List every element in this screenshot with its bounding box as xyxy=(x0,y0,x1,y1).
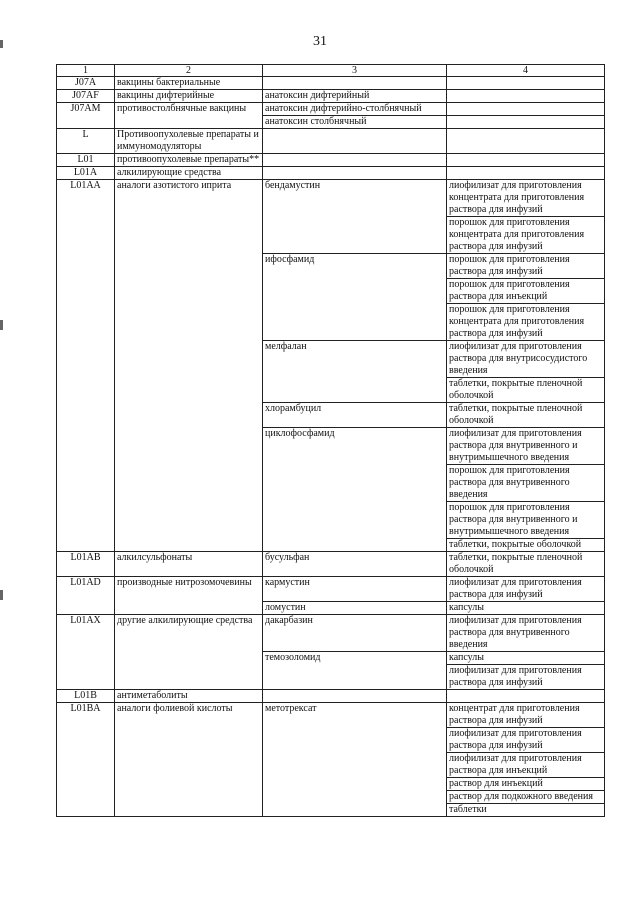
dosage-form-list xyxy=(447,615,604,651)
drug-name-cell: анатоксин дифтерийный xyxy=(263,90,447,103)
dosage-forms-cell xyxy=(447,428,605,552)
table-row xyxy=(57,577,605,602)
dosage-form: лиофилизат для приготовления раствора для инфузий xyxy=(447,727,604,752)
dosage-forms-cell xyxy=(447,615,605,652)
group-name-cell: производные нитрозомочевины xyxy=(115,577,263,615)
drug-name-cell xyxy=(263,154,447,167)
table-row xyxy=(57,77,605,90)
dosage-form-list xyxy=(447,403,604,427)
dosage-form-list xyxy=(447,180,604,253)
dosage-forms-cell xyxy=(447,341,605,403)
atc-code-cell: L01AD xyxy=(57,577,115,615)
scan-edge-mark xyxy=(0,590,3,600)
group-name-cell: другие алкилирующие средства xyxy=(115,615,263,690)
dosage-form: лиофилизат для приготовления раствора для внутривенного введения xyxy=(449,615,582,650)
drug-name-cell: бендамустин xyxy=(263,180,447,254)
dosage-form: порошок для приготовления раствора для внутривенного и внутримышечного введения xyxy=(447,501,604,538)
group-name-cell: противоопухолевые препараты** xyxy=(115,154,263,167)
drug-name-cell: метотрексат xyxy=(263,703,447,817)
table-row xyxy=(57,129,605,154)
drug-name-cell: хлорамбуцил xyxy=(263,403,447,428)
dosage-forms-cell xyxy=(447,90,605,103)
header-row xyxy=(57,65,605,77)
drug-name-cell xyxy=(263,690,447,703)
drug-name-cell: темозоломид xyxy=(263,652,447,690)
page-number: 31 xyxy=(313,34,327,49)
dosage-form xyxy=(447,116,604,128)
dosage-form: раствор для подкожного введения xyxy=(447,790,604,803)
dosage-form xyxy=(447,103,604,115)
atc-code-cell: L01AA xyxy=(57,180,115,552)
drug-name-cell: кармустин xyxy=(263,577,447,602)
dosage-form: таблетки, покрытые пленочной оболочкой xyxy=(447,377,604,402)
dosage-forms-cell xyxy=(447,180,605,254)
drug-name-cell: мелфалан xyxy=(263,341,447,403)
dosage-form-list xyxy=(447,652,604,689)
dosage-form-list xyxy=(447,552,604,576)
dosage-forms-cell xyxy=(447,77,605,90)
drug-name-cell: ифосфамид xyxy=(263,254,447,341)
group-name-cell: аналоги фолиевой кислоты xyxy=(115,703,263,817)
dosage-form-list xyxy=(447,428,604,551)
table-row xyxy=(57,703,605,817)
table-row xyxy=(57,690,605,703)
dosage-form-list xyxy=(447,703,604,816)
dosage-form xyxy=(447,90,604,102)
dosage-form: таблетки, покрытые пленочной оболочкой xyxy=(449,552,583,575)
drug-table xyxy=(56,64,605,817)
group-name-cell: антиметаболиты xyxy=(115,690,263,703)
dosage-forms-cell xyxy=(447,652,605,690)
drug-name-cell: циклофосфамид xyxy=(263,428,447,552)
atc-code-cell: L01AX xyxy=(57,615,115,690)
dosage-form: таблетки xyxy=(447,803,604,816)
dosage-form-list xyxy=(447,602,604,614)
dosage-forms-cell xyxy=(447,103,605,116)
dosage-form-list xyxy=(447,577,604,601)
header-cell: 3 xyxy=(263,65,447,77)
table-row xyxy=(57,103,605,116)
dosage-forms-cell xyxy=(447,167,605,180)
dosage-forms-cell xyxy=(447,154,605,167)
scan-edge-mark xyxy=(0,320,3,330)
header-cell: 1 xyxy=(57,65,115,77)
dosage-form: лиофилизат для приготовления концентрата для приготовления раствора для инфузий xyxy=(449,180,585,215)
dosage-form: концентрат для приготовления раствора для инфузий xyxy=(449,703,580,726)
group-name-cell: противостолбнячные вакцины xyxy=(115,103,263,129)
dosage-forms-cell xyxy=(447,116,605,129)
atc-code-cell: L01BA xyxy=(57,703,115,817)
drug-name-cell: ломустин xyxy=(263,602,447,615)
dosage-form: лиофилизат для приготовления раствора для инъекций xyxy=(447,752,604,777)
dosage-form: таблетки, покрытые пленочной оболочкой xyxy=(449,403,583,426)
dosage-form-list xyxy=(447,254,604,340)
dosage-form-list xyxy=(447,103,604,115)
drug-name-cell xyxy=(263,77,447,90)
atc-code-cell: L01B xyxy=(57,690,115,703)
group-name-cell: аналоги азотистого иприта xyxy=(115,180,263,552)
table-row xyxy=(57,90,605,103)
atc-code-cell: J07AF xyxy=(57,90,115,103)
dosage-forms-cell xyxy=(447,129,605,154)
atc-code-cell: L01A xyxy=(57,167,115,180)
table-row xyxy=(57,615,605,652)
dosage-form: лиофилизат для приготовления раствора для инфузий xyxy=(449,577,582,600)
atc-code-cell: L01 xyxy=(57,154,115,167)
dosage-forms-cell xyxy=(447,552,605,577)
drug-name-cell: анатоксин дифтерийно-столбнячный xyxy=(263,103,447,116)
drug-name-cell xyxy=(263,167,447,180)
table-row xyxy=(57,167,605,180)
group-name-cell: вакцины дифтерийные xyxy=(115,90,263,103)
atc-code-cell: J07AM xyxy=(57,103,115,129)
group-name-cell: Противоопухолевые препараты и иммуномодуляторы xyxy=(115,129,263,154)
dosage-form-list xyxy=(447,116,604,128)
dosage-forms-cell xyxy=(447,403,605,428)
dosage-forms-cell xyxy=(447,690,605,703)
atc-code-cell: J07A xyxy=(57,77,115,90)
drug-table-body xyxy=(57,65,605,817)
group-name-cell: алкилсульфонаты xyxy=(115,552,263,577)
dosage-form: порошок для приготовления раствора для инъекций xyxy=(447,278,604,303)
dosage-form: таблетки, покрытые оболочкой xyxy=(447,538,604,551)
dosage-form: порошок для приготовления концентрата для приготовления раствора для инфузий xyxy=(447,303,604,340)
atc-code-cell: L xyxy=(57,129,115,154)
dosage-form: лиофилизат для приготовления раствора для внутрисосудистого введения xyxy=(449,341,588,376)
dosage-form: раствор для инъекций xyxy=(447,777,604,790)
dosage-form: порошок для приготовления концентрата для приготовления раствора для инфузий xyxy=(447,216,604,253)
atc-code-cell: L01AB xyxy=(57,552,115,577)
drug-name-cell: анатоксин столбнячный xyxy=(263,116,447,129)
drug-name-cell xyxy=(263,129,447,154)
dosage-form: лиофилизат для приготовления раствора для внутривенного и внутримышечного введения xyxy=(449,428,582,463)
table-row xyxy=(57,154,605,167)
dosage-form: порошок для приготовления раствора для внутривенного введения xyxy=(447,464,604,501)
drug-name-cell: бусульфан xyxy=(263,552,447,577)
header-cell: 4 xyxy=(447,65,605,77)
dosage-form: капсулы xyxy=(449,602,484,613)
dosage-forms-cell xyxy=(447,577,605,602)
header-cell: 2 xyxy=(115,65,263,77)
dosage-form-list xyxy=(447,341,604,402)
table-row xyxy=(57,552,605,577)
dosage-form: капсулы xyxy=(449,652,484,663)
dosage-form: лиофилизат для приготовления раствора для инфузий xyxy=(447,664,604,689)
dosage-form: порошок для приготовления раствора для инфузий xyxy=(449,254,570,277)
table-row xyxy=(57,180,605,254)
dosage-forms-cell xyxy=(447,703,605,817)
dosage-forms-cell xyxy=(447,602,605,615)
dosage-forms-cell xyxy=(447,254,605,341)
dosage-form-list xyxy=(447,90,604,102)
group-name-cell: вакцины бактериальные xyxy=(115,77,263,90)
drug-name-cell: дакарбазин xyxy=(263,615,447,652)
group-name-cell: алкилирующие средства xyxy=(115,167,263,180)
